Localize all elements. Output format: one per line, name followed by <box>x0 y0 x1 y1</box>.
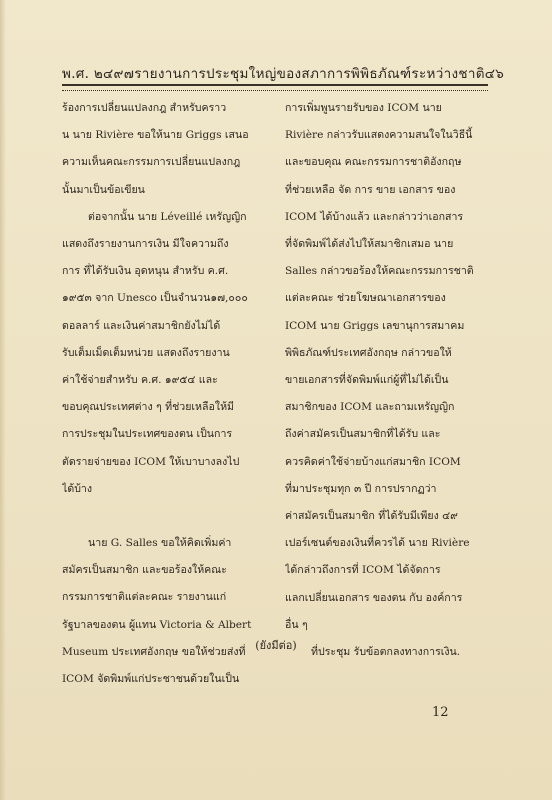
text-line: การเพิ่มพูนรายรับของ ICOM นาย <box>285 102 442 114</box>
text-line: น นาย Rivière ขอให้นาย Griggs เสนอ <box>62 129 249 142</box>
text-line: ที่มาประชุมทุก ๓ ปี การปรากฏว่า <box>285 482 437 495</box>
text-line: แต่ละคณะ ช่วยโฆษณาเอกสารของ <box>285 292 446 305</box>
header-title: รายงานการประชุมใหญ่ของสภาการพิพิธภัณฑ์ระหว่างชาติ <box>134 66 485 82</box>
text-line: ICOM ได้บ้างแล้ว และกล่าวว่าเอกสาร <box>285 210 464 223</box>
text-line: พิพิธภัณฑ์ประเทศอังกฤษ กล่าวขอให้ <box>285 346 452 359</box>
text-line: นาย G. Salles ขอให้คิดเพิ่มค่า <box>88 537 232 550</box>
text-line: Rivière กล่าวรับแสดงความสนใจในวิธีนี้ <box>285 129 473 142</box>
text-line: ที่ประชุม รับข้อตกลงทางการเงิน. <box>311 646 461 659</box>
text-line: การประชุมในประเทศของตน เป็นการ <box>62 428 233 441</box>
header-rule <box>62 84 488 91</box>
text-line: ควรคิดค่าใช้จ่ายบ้างแก่สมาชิก ICOM <box>285 455 461 468</box>
text-line: กรรมการชาติแต่ละคณะ รายงานแก่ <box>62 591 227 604</box>
header-year: พ.ศ. ๒๔๙๗ <box>62 66 135 82</box>
text-line: ๑๙๕๓ จาก Unesco เป็นจำนวน๑๗,๐๐๐ <box>62 292 248 305</box>
text-line: แสดงถึงรายงานการเงิน มีใจความถึง <box>62 238 229 251</box>
text-line: ค่าใช้จ่ายสำหรับ ค.ศ. ๑๙๕๔ และ <box>62 374 218 387</box>
text-line: ICOM นาย Griggs เลขานุการสมาคม <box>285 319 465 332</box>
text-line: นั้นมาเป็นข้อเขียน <box>62 183 145 196</box>
text-line: ขอบคุณประเทศต่าง ๆ ที่ช่วยเหลือให้มี <box>62 401 235 414</box>
text-line: รัฐบาลของตน ผู้แทน Victoria & Albert <box>62 618 252 631</box>
text-line: ร้องการเปลี่ยนแปลงกฎ สำหรับคราว <box>62 102 227 114</box>
page-edge-shadow <box>0 0 6 800</box>
page-number: 12 <box>432 705 449 720</box>
text-line: แลกเปลี่ยนเอกสาร ของตน กับ องค์การ <box>285 591 463 604</box>
text-line: Salles กล่าวขอร้องให้คณะกรรมการชาติ <box>285 265 474 278</box>
text-line: สมาชิกของ ICOM และถามเหรัญญิก <box>285 401 455 414</box>
text-line: ต่อจากนั้น นาย Léveillé เหรัญญิก <box>88 210 247 223</box>
left-column <box>62 95 268 693</box>
paragraph-gap <box>62 503 268 530</box>
right-column <box>285 95 489 666</box>
text-line: อื่น ๆ <box>285 618 308 631</box>
text-line: ได้บ้าง <box>62 482 93 495</box>
text-line: ได้กล่าวถึงการที่ ICOM ได้จัดการ <box>285 564 441 577</box>
text-line: ค่าสมัครเป็นสมาชิก ที่ได้รับมีเพียง ๔๙ <box>285 510 458 523</box>
text-line: การ ที่ได้รับเงิน อุดหนุน สำหรับ ค.ศ. <box>62 265 229 278</box>
running-header <box>62 62 505 86</box>
text-line: Museum ประเทศอังกฤษ ขอให้ช่วยส่งที่ <box>62 645 246 658</box>
text-line: ตัดรายจ่ายของ ICOM ให้เบาบางลงไป <box>62 455 240 468</box>
text-line: ดอลลาร์ และเงินค่าสมาชิกยังไม่ได้ <box>62 319 221 332</box>
header-page-number: ๔๖ <box>484 66 505 82</box>
text-line: ขายเอกสารที่จัดพิมพ์แก่ผู้ที่ไม่ได้เป็น <box>285 374 449 387</box>
text-line: รับเต็มเม็ดเต็มหน่วย แสดงถึงรายงาน <box>62 346 230 359</box>
text-line: สมัครเป็นสมาชิก และขอร้องให้คณะ <box>62 564 227 577</box>
text-line: ถึงค่าสมัครเป็นสมาชิกที่ได้รับ และ <box>285 428 441 441</box>
text-line: เปอร์เซนต์ของเงินที่ควรได้ นาย Rivière <box>285 537 470 550</box>
text-line: ICOM จัดพิมพ์แก่ประชาชนด้วยในเป็น <box>62 673 240 686</box>
text-line: และขอบคุณ คณะกรรมการชาติอังกฤษ <box>285 156 462 169</box>
text-line: ความเห็นคณะกรรมการเปลี่ยนแปลงกฎ <box>62 156 241 169</box>
continued-note: (ยังมีต่อ) <box>255 639 297 652</box>
text-line: ที่ช่วยเหลือ จัด การ ขาย เอกสาร ของ <box>285 183 456 196</box>
text-line: ที่จัดพิมพ์ได้ส่งไปให้สมาชิกเสมอ นาย <box>285 238 454 251</box>
